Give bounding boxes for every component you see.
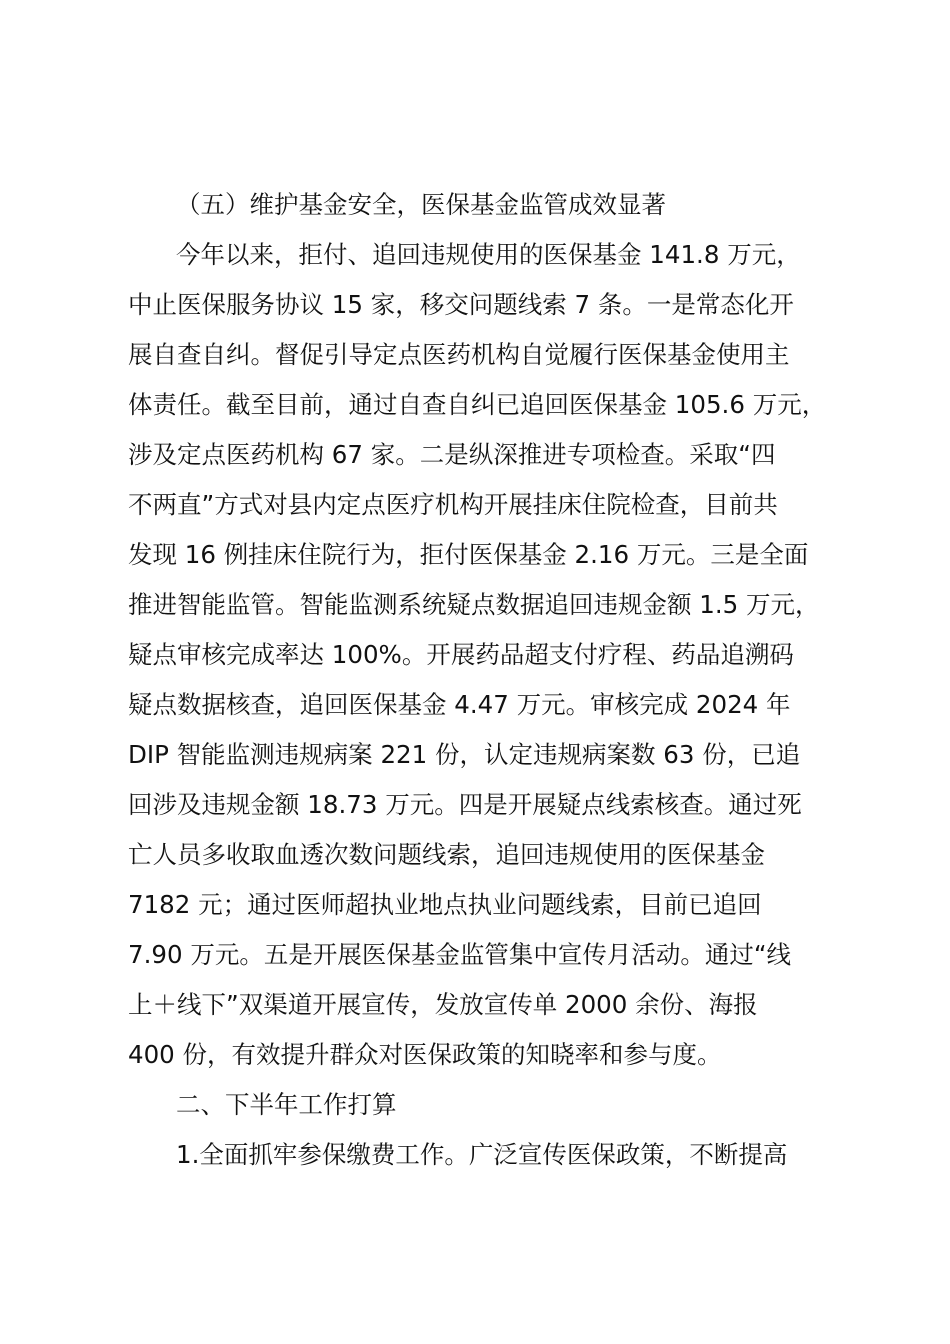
- paragraph-line: DIP 智能监测违规病案 221 份，认定违规病案数 63 份，已追: [128, 740, 801, 769]
- paragraph-line: 400 份，有效提升群众对医保政策的知晓率和参与度。: [128, 1040, 722, 1069]
- paragraph-line: 疑点审核完成率达 100%。开展药品超支付疗程、药品追溯码: [128, 640, 794, 669]
- paragraph-line: 发现 16 例挂床住院行为，拒付医保基金 2.16 万元。三是全面: [128, 540, 809, 569]
- item-1-line: 1.全面抓牢参保缴费工作。广泛宣传医保政策，不断提高: [176, 1140, 788, 1169]
- paragraph-line: 回涉及违规金额 18.73 万元。四是开展疑点线索核查。通过死: [128, 790, 802, 819]
- paragraph-line: 今年以来，拒付、追回违规使用的医保基金 141.8 万元，: [176, 240, 801, 269]
- paragraph-line: 上＋线下”双渠道开展宣传，发放宣传单 2000 余份、海报: [128, 990, 758, 1019]
- section-heading: （五）维护基金安全，医保基金监管成效显著: [176, 190, 666, 219]
- paragraph-line: 疑点数据核查，追回医保基金 4.47 万元。审核完成 2024 年: [128, 690, 791, 719]
- paragraph-line: 推进智能监管。智能监测系统疑点数据追回违规金额 1.5 万元，: [128, 590, 820, 619]
- part-two-heading: 二、下半年工作打算: [176, 1090, 397, 1119]
- paragraph-line: 7182 元；通过医师超执业地点执业问题线索，目前已追回: [128, 890, 762, 919]
- paragraph-line: 体责任。截至目前，通过自查自纠已追回医保基金 105.6 万元，: [128, 390, 827, 419]
- paragraph-line: 中止医保服务协议 15 家，移交问题线索 7 条。一是常态化开: [128, 290, 794, 319]
- paragraph-line: 亡人员多收取血透次数问题线索，追回违规使用的医保基金: [128, 840, 765, 869]
- paragraph-line: 不两直”方式对县内定点医疗机构开展挂床住院检查，目前共: [128, 490, 778, 519]
- paragraph-line: 7.90 万元。五是开展医保基金监管集中宣传月活动。通过“线: [128, 940, 792, 969]
- paragraph-line: 涉及定点医药机构 67 家。二是纵深推进专项检查。采取“四: [128, 440, 776, 469]
- paragraph-line: 展自查自纠。督促引导定点医药机构自觉履行医保基金使用主: [128, 340, 790, 369]
